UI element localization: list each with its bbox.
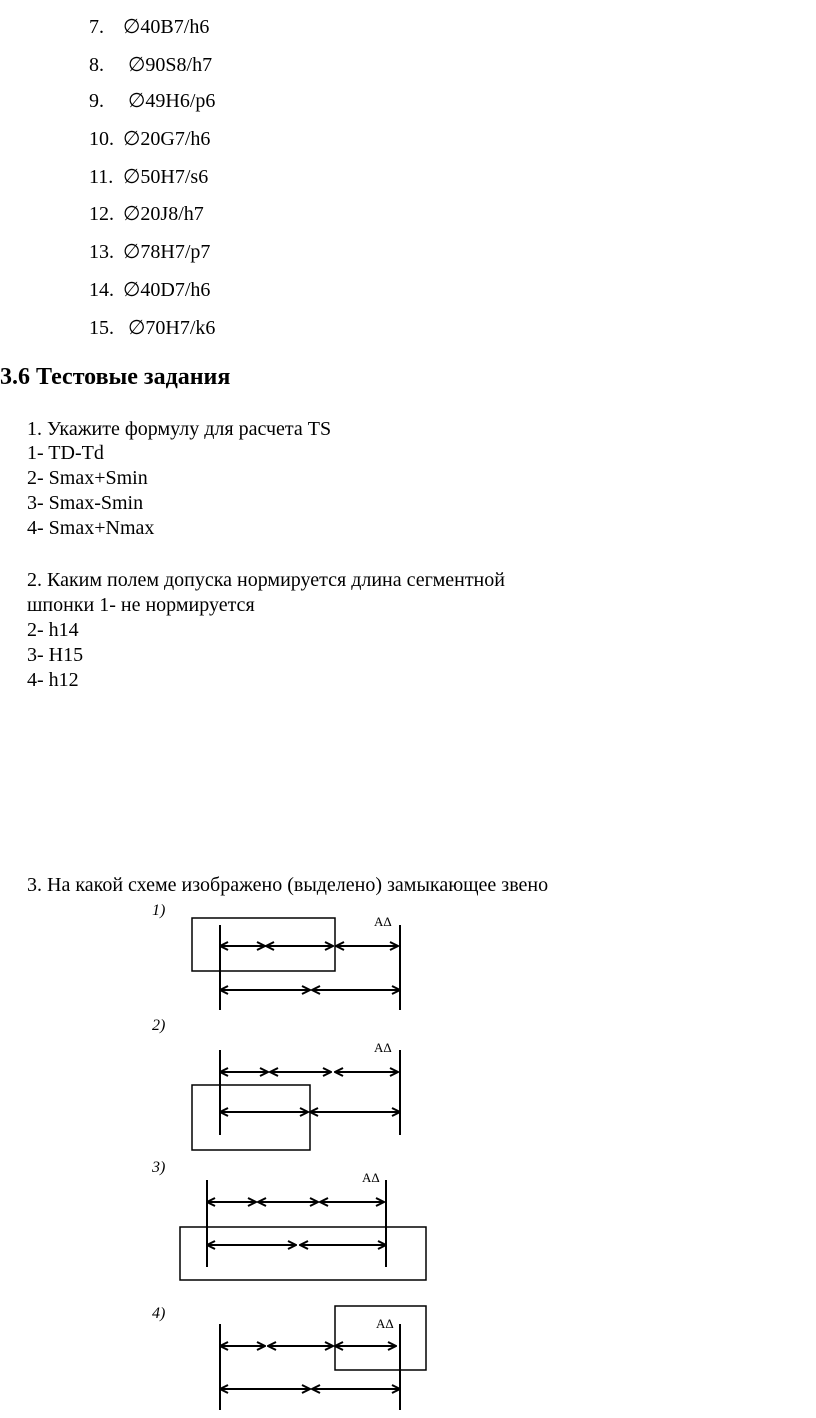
q1-option: 2- Smax+Smin: [27, 467, 148, 489]
scheme-label: 1): [152, 902, 166, 919]
closing-link-label: AΔ: [376, 1316, 394, 1331]
closing-link-label: AΔ: [362, 1170, 380, 1185]
part-outline: [192, 918, 335, 971]
q1-option: 1- TD-Td: [27, 442, 104, 464]
q1-option: 3- Smax-Smin: [27, 492, 144, 514]
scheme-label: 3): [152, 1159, 166, 1176]
q2-option: 4- h12: [27, 669, 79, 691]
item-text: ∅20J8/h7: [123, 203, 204, 225]
question-2-cont: шпонки 1- не нормируется: [27, 594, 255, 616]
item-text: ∅20G7/h6: [123, 128, 211, 150]
scheme-label: 2): [152, 1017, 166, 1034]
item-text: ∅49H6/p6: [123, 90, 216, 112]
item-text: ∅90S8/h7: [123, 54, 213, 76]
question-3: 3. На какой схеме изображено (выделено) замыкающее звено: [27, 874, 549, 896]
part-outline: [192, 1085, 310, 1150]
item-number: 10.: [89, 128, 114, 150]
q1-option: 4- Smax+Nmax: [27, 517, 155, 539]
item-number: 14.: [89, 279, 114, 301]
item-number: 9.: [89, 90, 104, 112]
scheme-label: 4): [152, 1305, 166, 1322]
item-number: 13.: [89, 241, 114, 263]
q2-option: 2- h14: [27, 619, 79, 641]
item-text: ∅40D7/h6: [123, 279, 211, 301]
q2-option: 3- H15: [27, 644, 84, 666]
item-number: 8.: [89, 54, 104, 76]
item-number: 15.: [89, 317, 114, 339]
section-heading: 3.6 Тестовые задания: [0, 364, 231, 390]
item-text: ∅78H7/p7: [123, 241, 211, 263]
closing-link-label: AΔ: [374, 1040, 392, 1055]
item-number: 12.: [89, 203, 114, 225]
item-text: ∅70H7/k6: [123, 317, 216, 339]
part-outline: [180, 1227, 426, 1280]
item-number: 11.: [89, 166, 114, 188]
item-text: ∅50H7/s6: [123, 166, 209, 188]
item-text: ∅40B7/h6: [123, 16, 210, 38]
item-number: 7.: [89, 16, 104, 38]
question-2: 2. Каким полем допуска нормируется длина сегментной: [27, 569, 505, 591]
closing-link-label: AΔ: [374, 914, 392, 929]
question-1: 1. Укажите формулу для расчета TS: [27, 418, 332, 440]
